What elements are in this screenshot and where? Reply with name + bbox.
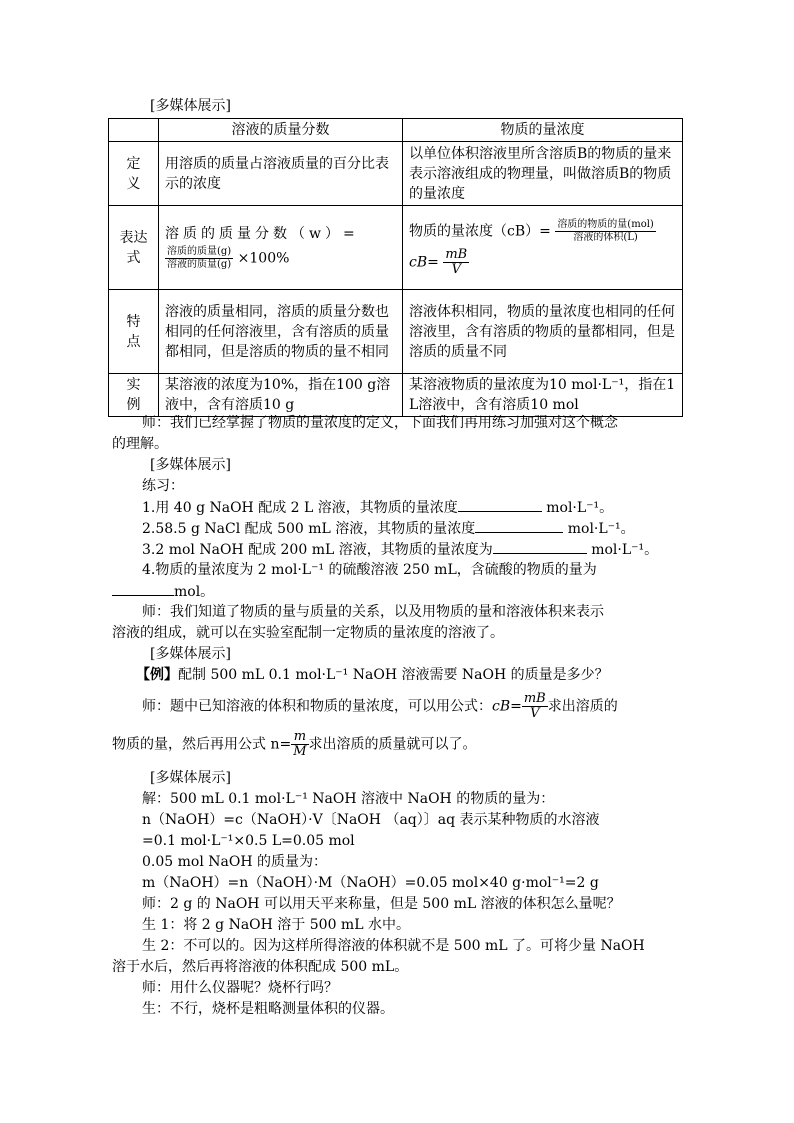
row-label-expression bbox=[109, 206, 159, 290]
question-unit: mol。 bbox=[174, 584, 215, 600]
practice-question-4-cont bbox=[112, 581, 214, 602]
paragraph-line-formula bbox=[142, 692, 618, 721]
molarity-fraction bbox=[555, 219, 656, 244]
solution-line: n（NaOH）=c（NaOH）·V〔NaOH （aq）〕aq 表示某种物质的水溶液 bbox=[142, 812, 600, 828]
example-text: 配制 500 mL 0.1 mol·L⁻¹ NaOH 溶液需要 NaOH 的质量是多少？ bbox=[178, 667, 609, 683]
fraction-denominator: V bbox=[451, 261, 461, 277]
cell-definition-mass-fraction: 用溶质的质量占溶液质量的百分比表示的浓度 bbox=[159, 142, 403, 206]
answer-blank bbox=[493, 539, 587, 554]
question-text: 2.58.5 g NaCl 配成 500 mL 溶液，其物质的量浓度 bbox=[142, 521, 476, 537]
practice-question-2 bbox=[142, 518, 635, 539]
practice-heading: 练习： bbox=[142, 478, 184, 494]
media-label-2: [多媒体展示] bbox=[150, 457, 231, 473]
table-row bbox=[109, 142, 683, 206]
question-unit: mol·L⁻¹。 bbox=[567, 521, 635, 537]
mass-fraction-fraction bbox=[165, 246, 233, 271]
row-label-features bbox=[109, 290, 159, 374]
molarity-formula bbox=[409, 219, 676, 244]
paragraph-line-formula bbox=[112, 730, 477, 759]
answer-blank bbox=[458, 497, 542, 512]
solution-line: 0.05 mol NaOH 的质量为： bbox=[142, 854, 327, 870]
question-unit: mol·L⁻¹。 bbox=[546, 500, 614, 516]
table-header-row bbox=[109, 119, 683, 142]
dialogue-line: 师：用什么仪器呢？烧杯行吗？ bbox=[142, 980, 338, 996]
media-label-3: [多媒体展示] bbox=[150, 646, 231, 662]
question-unit: mol·L⁻¹。 bbox=[591, 542, 659, 558]
formula-fraction bbox=[522, 692, 548, 721]
table-header-empty bbox=[109, 119, 159, 142]
table-row bbox=[109, 290, 683, 374]
example-line bbox=[136, 665, 609, 685]
cell-example-molarity: 某溶液物质的量浓度为10 mol·L⁻¹，指在1 L溶液中，含有溶质10 mol bbox=[403, 374, 683, 417]
fraction-numerator: mB bbox=[445, 246, 468, 262]
formula-fraction bbox=[291, 730, 308, 759]
fraction-numerator: m bbox=[291, 730, 308, 745]
solution-line: 解：500 mL 0.1 mol·L⁻¹ NaOH 溶液中 NaOH 的物质的量为： bbox=[142, 791, 555, 807]
cell-definition-molarity: 以单位体积溶液里所含溶质B的物质的量来表示溶液组成的物理量，叫做溶质B的物质的量浓度 bbox=[403, 142, 683, 206]
formula-lhs: cB= bbox=[409, 254, 439, 270]
solution-line: m（NaOH）=n（NaOH）·M（NaOH）=0.05 mol×40 g·mol⁻¹=2 g bbox=[142, 875, 599, 891]
table-row bbox=[109, 206, 683, 290]
fraction-numerator: 溶质的质量(g) bbox=[167, 246, 232, 257]
example-tag: 【例】 bbox=[136, 667, 178, 683]
row-label-text: 表达式 bbox=[119, 229, 148, 266]
paragraph-line: 的理解。 bbox=[112, 436, 168, 452]
row-label-text: 特点 bbox=[126, 313, 141, 350]
paragraph-text: 物质的量，然后再用公式 n= bbox=[112, 736, 292, 753]
dialogue-line: 生：不行，烧杯是粗略测量体积的仪器。 bbox=[142, 1001, 394, 1017]
fraction-denominator: 溶液的体积(L) bbox=[573, 231, 638, 243]
fraction-numerator: mB bbox=[523, 691, 546, 706]
cell-expression-molarity bbox=[403, 206, 683, 290]
practice-question-3 bbox=[142, 539, 658, 560]
cell-features-mass-fraction: 溶液的质量相同，溶质的质量分数也相同的任何溶液里，含有溶质的质量都相同，但是溶质的物质的量不相同 bbox=[159, 290, 403, 374]
molarity-symbol-formula bbox=[409, 248, 676, 277]
media-label-1: [多媒体展示] bbox=[150, 98, 231, 114]
media-label-4: [多媒体展示] bbox=[150, 770, 231, 786]
answer-blank bbox=[112, 581, 174, 596]
row-label-text: 定义 bbox=[126, 155, 141, 192]
symbol-fraction bbox=[443, 248, 469, 277]
table-row bbox=[109, 374, 683, 417]
molarity-formula-label: 物质的量浓度（cB）= bbox=[409, 223, 551, 239]
question-text: 1.用 40 g NaOH 配成 2 L 溶液，其物质的量浓度 bbox=[142, 500, 458, 516]
formula-lhs: cB= bbox=[492, 698, 522, 715]
dialogue-line: 生 1：将 2 g NaOH 溶于 500 mL 水中。 bbox=[142, 917, 410, 933]
table-header-molarity: 物质的量浓度 bbox=[403, 119, 683, 142]
solution-line: =0.1 mol·L⁻¹×0.5 L=0.05 mol bbox=[142, 833, 355, 849]
fraction-denominator: 溶液的质量(g) bbox=[167, 259, 232, 270]
row-label-definition bbox=[109, 142, 159, 206]
paragraph-text: 师：题中已知溶液的体积和物质的量浓度，可以用公式： bbox=[142, 698, 492, 715]
cell-example-mass-fraction: 某溶液的浓度为10%，指在100 g溶液中，含有溶质10 g bbox=[159, 374, 403, 417]
fraction-denominator: M bbox=[293, 744, 307, 759]
mass-fraction-formula bbox=[165, 246, 396, 271]
paragraph-text: 求出溶质的质量就可以了。 bbox=[308, 736, 477, 753]
paragraph-line: 师：我们已经掌握了物质的量浓度的定义，下面我们再用练习加强对这个概念 bbox=[142, 415, 618, 431]
dialogue-line: 师：2 g 的 NaOH 可以用天平来称量，但是 500 mL 溶液的体积怎么量呢？ bbox=[142, 896, 621, 912]
row-label-text: 实例 bbox=[126, 377, 141, 413]
practice-question-1 bbox=[142, 497, 613, 518]
paragraph-line: 溶液的组成，就可以在实验室配制一定物质的量浓度的溶液了。 bbox=[112, 625, 504, 641]
answer-blank bbox=[475, 518, 563, 533]
comparison-table bbox=[108, 118, 683, 417]
question-text: 3.2 mol NaOH 配成 200 mL 溶液，其物质的量浓度为 bbox=[142, 542, 493, 558]
paragraph-line: 师：我们知道了物质的量与质量的关系，以及用物质的量和溶液体积来表示 bbox=[142, 604, 604, 620]
paragraph-text: 求出溶质的 bbox=[547, 698, 618, 715]
fraction-denominator: V bbox=[530, 706, 540, 721]
cell-expression-mass-fraction bbox=[159, 206, 403, 290]
mass-fraction-formula-label: 溶质的质量分数（w）= bbox=[165, 226, 359, 242]
percent-tail: ×100% bbox=[237, 250, 290, 267]
dialogue-line: 溶于水后，然后再将溶液的体积配成 500 mL。 bbox=[112, 959, 409, 975]
fraction-numerator: 溶质的物质的量(mol) bbox=[557, 218, 654, 230]
dialogue-line: 生 2：不可以的。因为这样所得溶液的体积就不是 500 mL 了。可将少量 NaOH bbox=[142, 938, 645, 954]
row-label-example bbox=[109, 374, 159, 417]
cell-features-molarity: 溶液体积相同，物质的量浓度也相同的任何溶液里，含有溶质的物质的量都相同，但是溶质的质量不同 bbox=[403, 290, 683, 374]
table-header-mass-fraction: 溶液的质量分数 bbox=[159, 119, 403, 142]
practice-question-4: 4.物质的量浓度为 2 mol·L⁻¹ 的硫酸溶液 250 mL，含硫酸的物质的量为 bbox=[142, 562, 597, 578]
